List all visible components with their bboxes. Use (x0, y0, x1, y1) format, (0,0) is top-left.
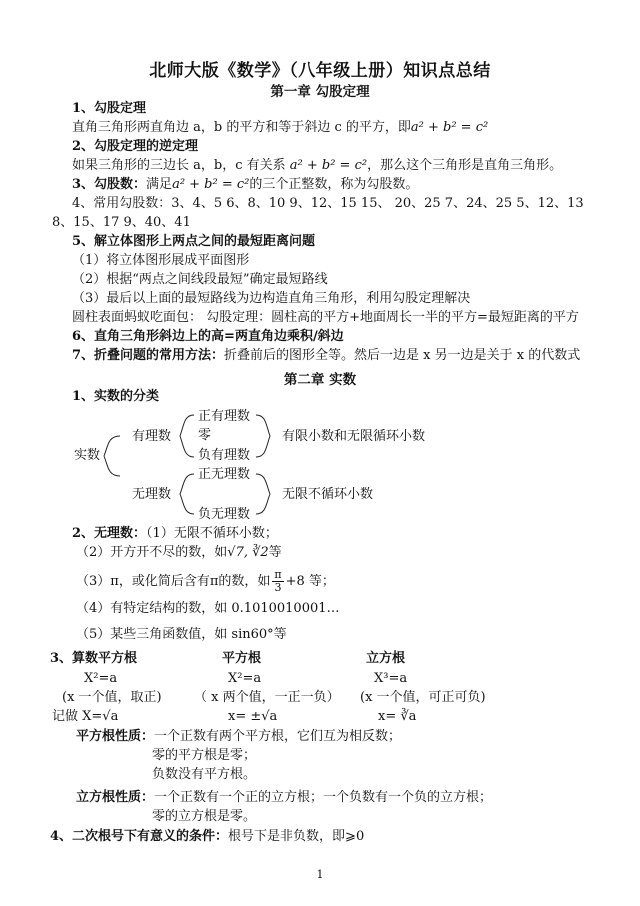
cube-root-equation: X³=a (374, 671, 408, 686)
section-1-4-line2: 8、15、17 9、40、41 (52, 215, 191, 230)
section-1-2-title: 2、勾股定理的逆定理 (72, 139, 199, 154)
triple-formula: a² + b² = c² (172, 177, 250, 192)
section-1-7: 7、折叠问题的常用方法：折叠前后的图形全等。然后一边是 x 另一边是关于 x 的代数式 (72, 348, 581, 363)
square-root-desc: （ x 两个值，一正一负） (194, 690, 340, 705)
section-1-5-title: 5、解立体图形上两点之间的最短距离问题 (72, 234, 316, 249)
tree-rational-desc: 有限小数和无限循环小数 (282, 429, 426, 444)
section-2-2-line1: 2、无理数：（1）无限不循环小数； (72, 526, 278, 541)
chapter-2-heading: 第二章 实数 (283, 372, 357, 388)
section-1-4-line1: 4、常用勾股数：3、4、5 6、8、10 9、12、15 15、 20、25 7、24、25 5、12、13 (72, 196, 584, 211)
cube-root-title: 立方根 (366, 651, 406, 666)
section-2-2-line4: （4）有特定结构的数，如 0.1010010001… (76, 601, 340, 616)
tree-pos-irrational: 正无理数 (198, 467, 251, 482)
converse-formula: a² + b² = c² (289, 158, 368, 173)
square-root-property-2: 零的平方根是零； (152, 748, 257, 763)
tree-neg-irrational: 负无理数 (198, 507, 251, 522)
pi-over-3-fraction: $\frac{\pi}{3}$ (274, 568, 282, 594)
cube-root-property-1: 立方根性质：一个正数有一个正的立方根；一个负数有一个负的立方根； (76, 790, 493, 805)
section-2-1-title: 1、实数的分类 (72, 389, 160, 404)
square-root-equation: X²=a (228, 671, 262, 686)
pythagorean-formula: a² + b² = c² (410, 120, 489, 135)
tree-zero: 零 (198, 428, 212, 443)
section-2-2-line5: （5）某些三角函数值，如 sin60°等 (76, 627, 287, 642)
tree-irrational-desc: 无限不循环小数 (282, 487, 374, 502)
tree-rational: 有理数 (132, 429, 172, 444)
tree-irrational: 无理数 (132, 487, 172, 502)
cube-root-desc: (x 一个值，可正可负) (360, 690, 486, 705)
document-title: 北师大版《数学》（八年级上册）知识点总结 (149, 61, 491, 81)
square-root-property-3: 负数没有平方根。 (152, 767, 257, 782)
arith-root-desc: (x 一个值，取正) (62, 690, 162, 705)
section-1-5-item-1: （1）将立体图形展成平面图形 (72, 253, 250, 268)
square-root-property-1: 平方根性质：一个正数有两个平方根，它们互为相反数； (76, 729, 402, 744)
square-root-title: 平方根 (222, 651, 262, 666)
section-1-2-text: 如果三角形的三边长 a，b，c 有关系 a² + b² = c²，那么这个三角形是直角三角形。 (72, 158, 563, 173)
section-2-2-line3: （3）π，或化简后含有π的数，如 $\frac{\pi}{3}$ +8 等； (76, 568, 335, 594)
section-2-4: 4、二次根号下有意义的条件：根号下是非负数，即⩾0 (50, 829, 365, 844)
square-root-note: x= ±√a (228, 709, 278, 724)
section-1-5-item-3: （3）最后以上面的最短路线为边构造直角三角形，利用勾股定理解决 (72, 291, 471, 306)
page-number: 1 (316, 868, 324, 881)
section-2-2-line2: （2）开方开不尽的数，如√7, ∛2等 (76, 545, 282, 560)
section-1-5-item-2: （2）根据“两点之间线段最短”确定最短路线 (72, 272, 328, 287)
arith-root-note: 记做 X=√a (52, 709, 119, 724)
tree-neg-rational: 负有理数 (198, 448, 251, 463)
cube-root-property-2: 零的立方根是零。 (152, 809, 257, 824)
section-1-1-text: 直角三角形两直角边 a，b 的平方和等于斜边 c 的平方，即a² + b² = c² (72, 120, 489, 135)
section-2-3-title: 3、算数平方根 (50, 651, 138, 666)
section-1-5-ant: 圆柱表面蚂蚁吃面包： 勾股定理：圆柱高的平方+地面周长一半的平方=最短距离的平方 (72, 310, 579, 325)
section-1-3: 3、勾股数：满足a² + b² = c²的三个正整数，称为勾股数。 (72, 177, 419, 192)
tree-root: 实数 (74, 448, 101, 463)
cube-root-note: x= ∛a (378, 709, 417, 724)
section-1-1-title: 1、勾股定理 (72, 101, 147, 116)
chapter-1-heading: 第一章 勾股定理 (270, 84, 370, 100)
section-1-6: 6、直角三角形斜边上的高=两直角边乘积/斜边 (72, 329, 344, 344)
arith-root-equation: X²=a (84, 671, 118, 686)
tree-pos-rational: 正有理数 (198, 409, 251, 424)
